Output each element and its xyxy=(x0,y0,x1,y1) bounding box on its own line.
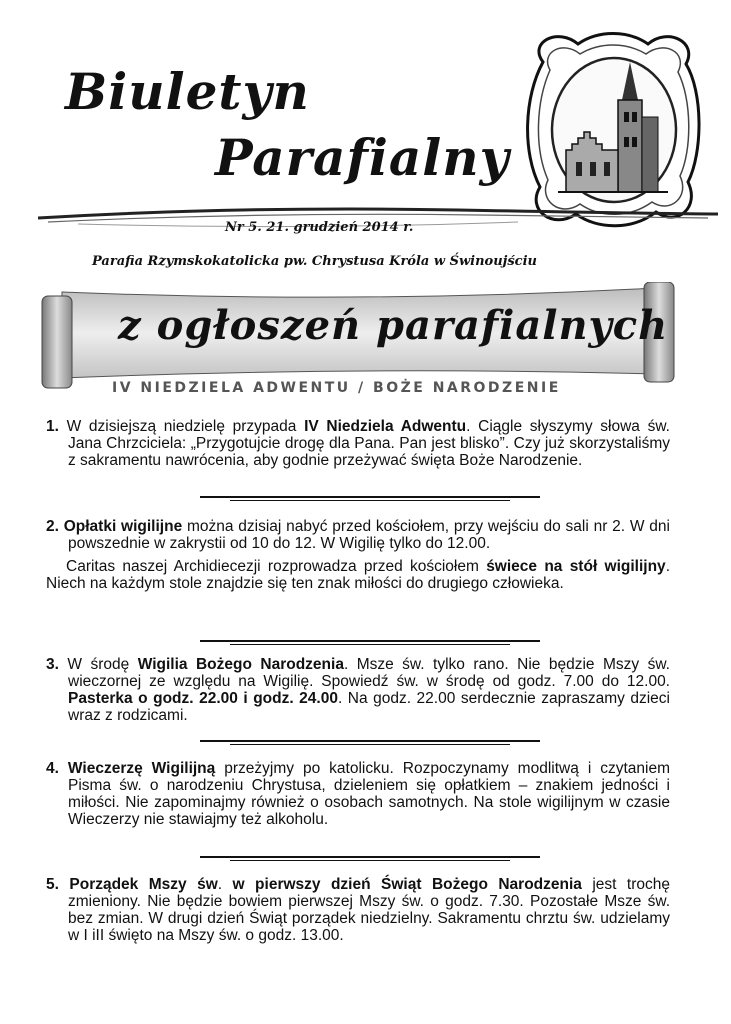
item-number: 3. xyxy=(46,656,59,673)
item-text: W środę xyxy=(58,656,138,673)
item-number: 1. xyxy=(46,418,59,435)
item-text: . Niech na każdym stole znajdzie się ten znak miłości do drugiego człowieka. xyxy=(46,558,670,592)
item-text: jest trochę zmieniony. Nie będzie bowiem pierwszej Mszy św. o godz. 7.30. Pozostałe Msze św. bez zmian. W drugi dzień Świąt porządek niedzielny. Sakramentu chrztu św. udzielamy w I iII święto na Mszy św. o godz. 13.00. xyxy=(68,876,671,944)
banner-title: z ogłoszeń parafialnych xyxy=(118,302,669,349)
item-bold: Wigilia Bożego Narodzenia xyxy=(137,656,344,673)
item-bold: w pierwszy dzień Świąt Bożego Narodzenia xyxy=(232,876,582,893)
item-text: . Na godz. 22.00 serdecznie zapraszamy dzieci wraz z rodzicami. xyxy=(68,690,670,724)
issue-number-date: Nr 5. 21. grudzień 2014 r. xyxy=(225,220,414,235)
masthead-title-line2: Parafialny xyxy=(215,128,510,187)
item-text: Caritas naszej Archidiecezji rozprowadza przed kościołem xyxy=(66,558,487,575)
item-text: W dzisiejszą niedzielę przypada xyxy=(58,418,305,435)
item-bold: Opłatki wigilijne xyxy=(58,518,183,535)
masthead-title-line1: Biuletyn xyxy=(65,62,310,121)
announcement-3 xyxy=(46,656,670,724)
parish-name: Parafia Rzymskokatolicka pw. Chrystusa Króla w Świnoujściu xyxy=(92,254,537,269)
item-number: 2. xyxy=(46,518,59,535)
item-number: 4. xyxy=(46,760,59,777)
announcement-5 xyxy=(46,876,670,944)
item-bold: świece na stół wigilijny xyxy=(486,558,666,575)
item-text: można dzisiaj nabyć przed kościołem, przy wejściu do sali nr 2. W dni powszednie w zakrystii od 10 do 12. W Wigilię tylko do 12.00. xyxy=(68,518,670,552)
announcement-4 xyxy=(46,760,670,828)
item-bold: Pasterka o godz. 22.00 i godz. 24.00 xyxy=(68,690,338,707)
item-bold: Porządek Mszy św xyxy=(58,876,218,893)
item-text: . Msze św. tylko rano. Nie będzie Mszy św. wieczornej ze względu na Wigilię. Spowiedź św. w środę od godz. 7.00 do 12.00. xyxy=(68,656,670,690)
item-text: . xyxy=(217,876,233,893)
item-text: . Ciągle słyszymy słowa św. Jana Chrzciciela: „Przygotujcie drogę dla Pana. Pan jest blisko”. Czy już skorzystaliśmy z sakramentu nawrócenia, aby godnie przeżywać święta Boże Narodzenie. xyxy=(68,418,670,469)
section-divider xyxy=(200,740,540,746)
section-divider xyxy=(200,496,540,502)
section-divider xyxy=(200,640,540,646)
item-text: przeżyjmy po katolicku. Rozpoczynamy modlitwą i czytaniem Pisma św. o narodzeniu Chrystusa, dzieleniem się opłatkiem – znakiem jedności i miłości. Nie zapominajmy również o osobach samotnych. Na stole wigilijnym w czasie Wieczerzy nie stawiajmy też alkoholu. xyxy=(68,760,670,828)
item-number: 5. xyxy=(46,876,59,893)
section-divider xyxy=(200,856,540,862)
announcement-2 xyxy=(46,518,670,592)
item-bold: Wieczerzę Wigilijną xyxy=(58,760,216,777)
item-bold: IV Niedziela Adwentu xyxy=(304,418,467,435)
banner-subtitle: IV NIEDZIELA ADWENTU / BOŻE NARODZENIE xyxy=(112,380,561,396)
announcement-1 xyxy=(46,418,670,469)
